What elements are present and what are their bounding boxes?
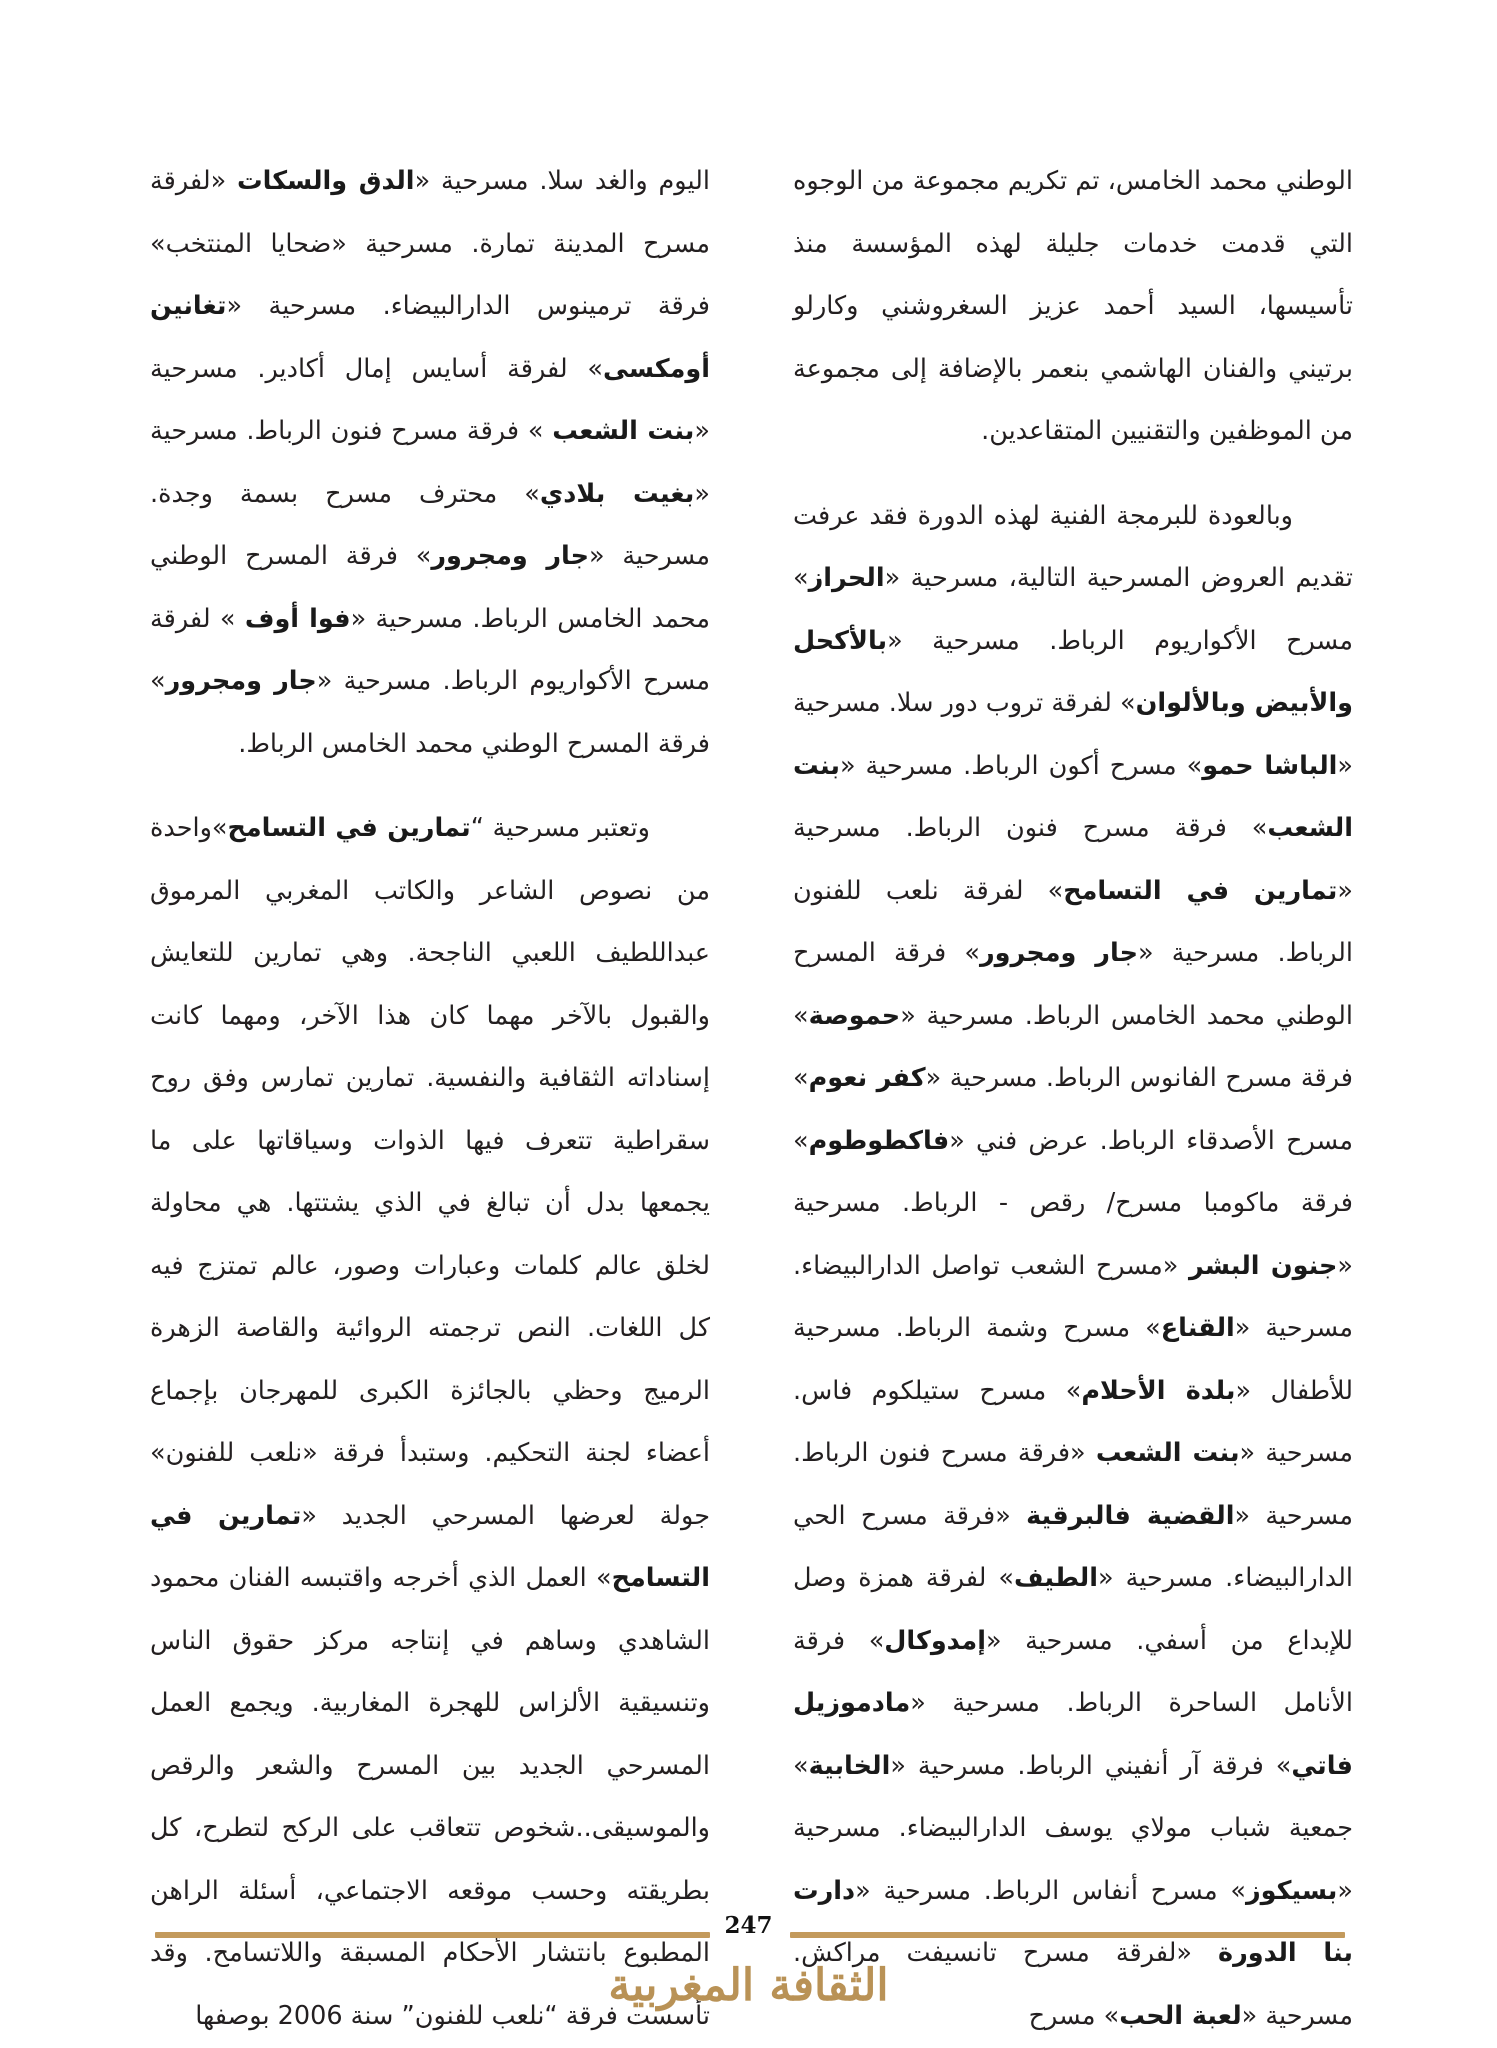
text-run: » مسرح أنفاس الرباط. مسرحية «	[855, 1875, 1246, 1906]
text-run: » جمعية شباب مولاي يوسف الدارالبيضاء. مسرحية «	[793, 1750, 1353, 1906]
text-run: » فرقة الأنامل الساحرة الرباط. مسرحية «	[793, 1625, 1353, 1718]
paragraph	[150, 797, 710, 2047]
play-title: كفر نعوم	[808, 1063, 926, 1093]
text-run: » فرقة مسرح الفانوس الرباط. مسرحية «	[793, 1000, 1353, 1093]
play-title: الطيف	[1014, 1563, 1098, 1593]
text-run: »واحدة من نصوص الشاعر والكاتب المغربي المرموق عبداللطيف اللعبي الناجحة. وهي تمارين للتعايش والقبول بالآخر مهما كان هذا الآخر، ومهما كانت إسناداته الثقافية والنفسية. تمارين تمارس وفق روح سقراطية تتعرف فيها الذوات وسياقاتها على ما يجمعها بدل أن تبالغ في الذي يشتتها. هي محاولة لخلق عالم كلمات وعبارات وصور، عالم تمتزج فيه كل اللغات. النص ترجمته الروائية والقاصة الزهرة الرميج وحظي بالجائزة الكبرى للمهرجان بإجماع أعضاء لجنة التحكيم. وستبدأ فرقة «نلعب للفنون» جولة لعرضها المسرحي الجديد «	[150, 813, 710, 1531]
text-run: » مسرح ستيلكوم فاس. مسرحية «	[793, 1375, 1353, 1468]
text-run: » لفرقة تروب دور سلا. مسرحية «	[793, 688, 1353, 781]
text-run: » العمل الذي أخرجه واقتبسه الفنان محمود الشاهدي وساهم في إنتاجه مركز حقوق الناس وتنسيقية الألزاس للهجرة المغاربية. ويجمع العمل المسرحي الجديد بين المسرح والشعر والرقص والموسيقى..شخوص تتعاقب على الركح لتطرح، كل بطريقته وحسب موقعه الاجتماعي، أسئلة الراهن المطبوع بانتشار الأحكام المسبقة واللاتسامح. وقد تأسست فرقة “نلعب للفنون” سنة 2006 بوصفها	[150, 1563, 710, 2031]
text-run: » مسرح الأكواريوم الرباط. مسرحية «	[793, 563, 1353, 656]
page-number: 247	[724, 1912, 773, 1939]
text-run: «لفرقة مسرح تانسيفت مراكش. مسرحية «	[793, 1938, 1353, 2031]
play-title: بغيت بلادي	[539, 478, 695, 509]
text-run: » لفرقة نلعب للفنون الرباط. مسرحية «	[793, 875, 1353, 968]
play-title: لعبة الحب	[1119, 2000, 1242, 2031]
footer-rule-left	[155, 1932, 710, 1938]
article-column-right	[793, 150, 1354, 2031]
play-title: بنت الشعب	[793, 750, 1353, 843]
magazine-title: الثقافة المغربية	[608, 1960, 889, 2011]
play-title: تغانين أومكسى	[150, 291, 710, 384]
text-run: » فرقة المسرح الوطني محمد الخامس الرباط. مسرحية «	[793, 938, 1353, 1031]
play-title: بنت الشعب	[552, 416, 695, 446]
text-run: » لفرقة همزة وصل للإبداع من أسفي. مسرحية «	[793, 1563, 1353, 1656]
play-title: جار ومجرور	[431, 541, 589, 571]
paragraph	[150, 150, 710, 775]
text-run: «لفرقة مسرح المدينة تمارة. مسرحية «ضحايا المنتخب» فرقة ترمينوس الدارالبيضاء. مسرحية «	[150, 166, 710, 321]
text-run: » فرقة المسرح الوطني محمد الخامس الرباط.	[150, 666, 710, 759]
footer-rule-right	[790, 1932, 1345, 1938]
page-footer	[0, 1900, 1497, 2048]
play-title: جنون البشر	[1188, 1250, 1338, 1281]
text-run: » فرقة المسرح الوطني محمد الخامس الرباط. مسرحية «	[150, 541, 711, 634]
text-run: » مسرح الأصدقاء الرباط. عرض فني «	[793, 1063, 1353, 1156]
play-title: مادموزيل فاتي	[793, 1688, 1353, 1781]
article-column-left	[150, 150, 711, 2031]
text-run: » فرقة ماكومبا مسرح/ رقص - الرباط. مسرحية «	[793, 1125, 1353, 1281]
play-title: بالأكحل والأبيض وبالألوان	[793, 625, 1353, 718]
play-title: دارت بنا الدورة	[793, 1875, 1353, 1968]
play-title: الحراز	[808, 563, 885, 593]
play-title: فوا أوف	[244, 603, 351, 634]
play-title: فاكطوطوم	[808, 1125, 950, 1156]
text-run: الوطني محمد الخامس، تم تكريم مجموعة من الوجوه التي قدمت خدمات جليلة لهذه المؤسسة منذ تأسيسها، السيد أحمد عزيز السغروشني وكارلو برتيني والفنان الهاشمي بنعمر بالإضافة إلى مجموعة من الموظفين والتقنيين المتقاعدين.	[793, 166, 1353, 446]
play-title: تمارين في التسامح	[150, 1500, 710, 1593]
text-run: » لفرقة مسرح الأكواريوم الرباط. مسرحية «	[150, 603, 710, 696]
play-title: بلدة الأحلام	[1081, 1375, 1236, 1406]
play-title: القناع	[1160, 1313, 1235, 1343]
play-title: الخابية	[808, 1750, 891, 1781]
play-title: القضية فالبرقية	[1026, 1500, 1235, 1531]
text-run: » مسرح	[1028, 2000, 1120, 2031]
text-run: وبالعودة للبرمجة الفنية لهذه الدورة فقد عرفت تقديم العروض المسرحية التالية، مسرحية «	[793, 500, 1353, 593]
text-run: وتعتبر مسرحية “	[470, 813, 650, 843]
play-title: الباشا حمو	[1202, 750, 1338, 781]
text-run: اليوم والغد سلا. مسرحية «	[414, 166, 710, 196]
text-run: «مسرح الشعب تواصل الدارالبيضاء. مسرحية «	[793, 1250, 1353, 1343]
play-title: تمارين في التسامح	[1063, 875, 1338, 906]
play-title: بنت الشعب	[1095, 1438, 1240, 1468]
text-run: » محترف مسرح بسمة وجدة. مسرحية «	[150, 478, 710, 571]
text-run: » مسرح وشمة الرباط. مسرحية للأطفال «	[793, 1313, 1353, 1406]
text-run: » فرقة مسرح فنون الرباط. مسرحية «	[150, 416, 710, 509]
play-title: جار ومجرور	[979, 938, 1138, 968]
paragraph	[793, 485, 1353, 2048]
text-run: » فرقة آر أنفيني الرباط. مسرحية «	[890, 1750, 1292, 1781]
text-run: «فرقة مسرح فنون الرباط. مسرحية «	[793, 1438, 1353, 1531]
text-run: » لفرقة أسايس إمال أكادير. مسرحية «	[150, 353, 710, 446]
play-title: الدق والسكات	[237, 166, 415, 196]
play-title: جار ومجرور	[165, 666, 317, 696]
text-run: «فرقة مسرح الحي الدارالبيضاء. مسرحية «	[793, 1500, 1354, 1593]
paragraph	[793, 150, 1353, 463]
text-run: » فرقة مسرح فنون الرباط. مسرحية «	[793, 813, 1353, 906]
play-title: تمارين في التسامح	[227, 813, 471, 843]
play-title: إمدوكال	[884, 1625, 986, 1656]
play-title: حموصة	[808, 1000, 901, 1031]
text-run: » مسرح أكون الرباط. مسرحية «	[839, 750, 1203, 781]
play-title: بسيكوز	[1245, 1875, 1338, 1906]
